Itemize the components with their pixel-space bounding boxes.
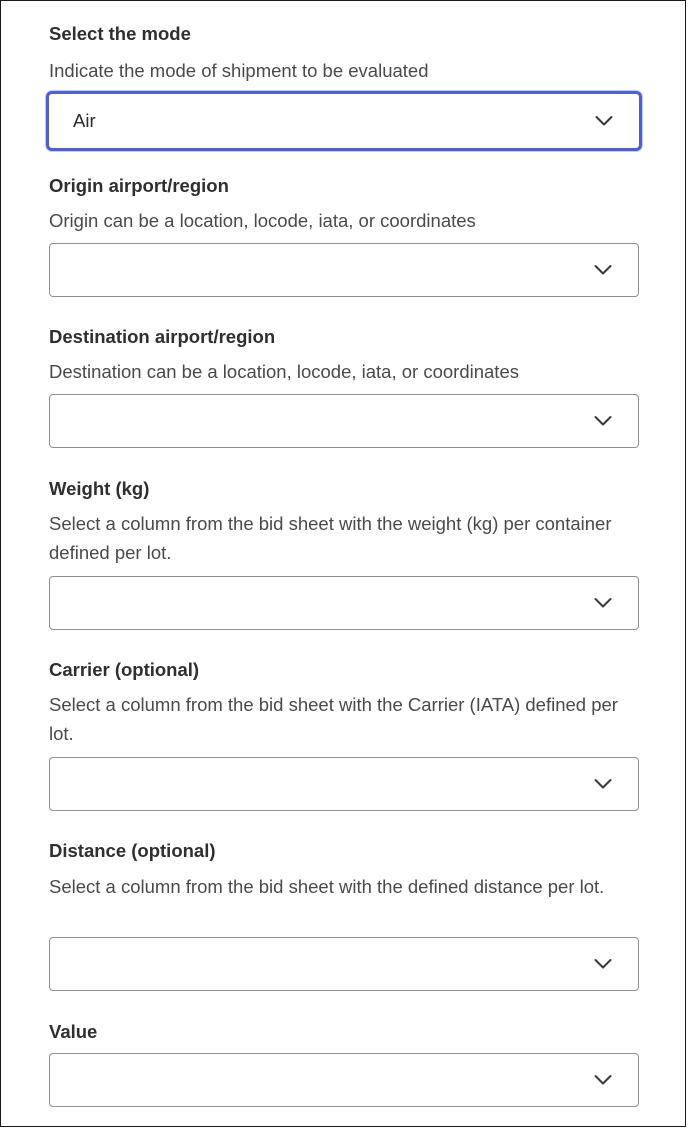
carrier-select[interactable] (49, 757, 639, 811)
chevron-down-icon (594, 959, 612, 970)
mode-select-value: Air (73, 110, 96, 131)
chevron-down-icon (594, 416, 612, 427)
destination-label: Destination airport/region (49, 326, 276, 347)
mode-label: Select the mode (49, 23, 191, 44)
chevron-down-icon (594, 1075, 612, 1086)
origin-help-text: Origin can be a location, locode, iata, or coordinates (49, 210, 476, 231)
distance-label: Distance (optional) (49, 840, 216, 861)
origin-label: Origin airport/region (49, 175, 229, 196)
chevron-down-icon (594, 598, 612, 609)
mode-help-text: Indicate the mode of shipment to be evaluated (49, 60, 429, 81)
value-select[interactable] (49, 1053, 639, 1107)
destination-help-text: Destination can be a location, locode, iata, or coordinates (49, 361, 519, 382)
mode-select[interactable] (46, 91, 642, 151)
distance-help-text: Select a column from the bid sheet with the defined distance per lot. (49, 876, 605, 897)
weight-label: Weight (kg) (49, 478, 150, 499)
chevron-down-icon (595, 116, 613, 127)
weight-help-text: Select a column from the bid sheet with the weight (kg) per container defined per lot. (49, 513, 612, 563)
chevron-down-icon (594, 265, 612, 276)
value-label: Value (49, 1021, 98, 1042)
origin-select[interactable] (49, 243, 639, 297)
carrier-label: Carrier (optional) (49, 659, 200, 680)
chevron-down-icon (594, 779, 612, 790)
weight-select[interactable] (49, 576, 639, 630)
destination-select[interactable] (49, 394, 639, 448)
carrier-help-text: Select a column from the bid sheet with the Carrier (IATA) defined per lot. (49, 694, 618, 744)
distance-select[interactable] (49, 937, 639, 991)
